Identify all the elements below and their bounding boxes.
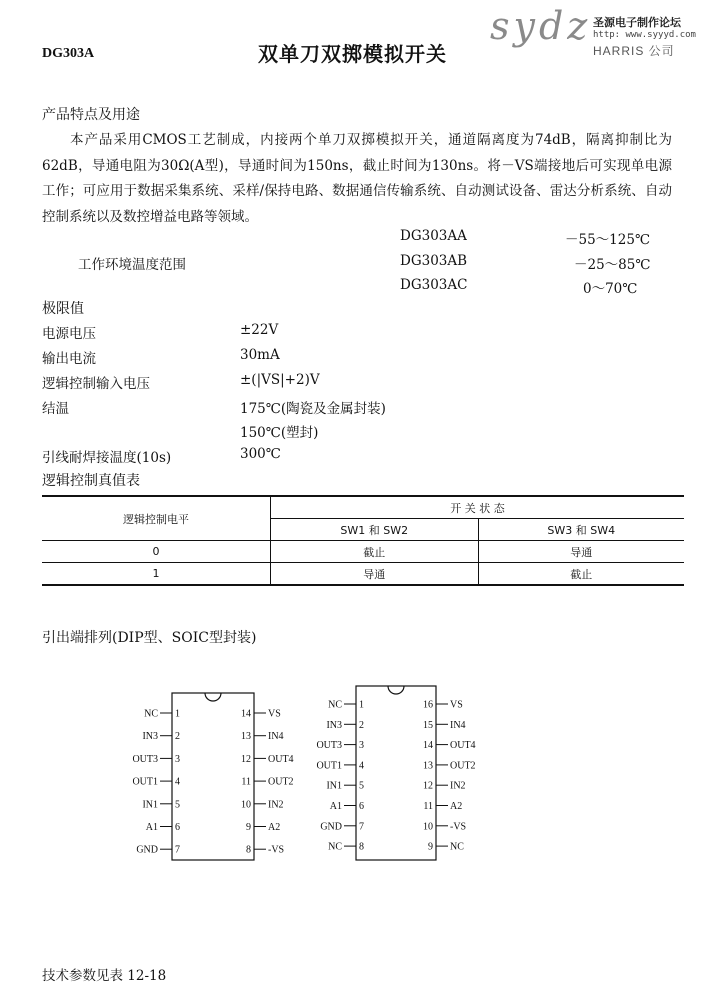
dip14-pin-label: -VS [268,844,285,856]
dip14-pin-number: 1 [175,708,180,720]
dip16-pin-label: IN1 [326,780,342,792]
dip14-pin-number: 2 [175,731,180,743]
limit-value: 175℃(陶瓷及金属封装) [240,401,386,417]
truth-sw34: 导通 [478,541,684,563]
limit-value: ±22V [240,322,279,338]
dip16-body [356,686,436,860]
limit-name: 引线耐焊接温度(10s) [42,450,172,466]
dip16-pin-label: A2 [450,801,463,812]
dip16-pin-number: 10 [423,821,433,833]
truth-level: 1 [42,563,271,586]
dip14-pin-label: IN1 [142,799,158,811]
dip14-diagram [132,693,293,860]
features-paragraph: 本产品采用CMOS工艺制成，内接两个单刀双掷模拟开关，通道隔离度为74dB，隔离抑制比为62dB，导通电阻为30Ω(A型)，导通时间为150ns，截止时间为130ns。将－VS端接地后可实现单电源工作；可应用于数据采集系统、采样/保持电路、数据通信传输系统、自动测试设备、雷达分析系统、自动控制系统以及数控增益电路等领域。 [42,132,672,225]
dip14-pin-number: 12 [241,753,251,765]
limit-value: 150℃(塑封) [240,425,319,441]
dip16-pin-label: -VS [450,821,467,833]
footer-note: 技术参数见表 12-18 [42,968,167,984]
dip16-pin-label: A1 [329,801,342,812]
dip16-diagram [316,686,475,860]
dip16-pin-label: VS [450,699,463,711]
logo-forum-name: 圣源电子制作论坛 [593,16,681,29]
dip14-pin-label: OUT3 [132,753,158,765]
temp-model-ac: DG303AC [400,277,468,293]
dip16-notch [388,686,404,694]
dip14-pin-label: A1 [145,822,158,833]
dip16-pin-label: OUT2 [450,760,476,772]
truth-header-sw12: SW1 和 SW2 [271,519,479,541]
features-heading: 产品特点及用途 [42,107,140,123]
limit-value: 30mA [240,347,280,363]
temp-range-ab: －25～85℃ [574,257,651,273]
pinout-heading: 引出端排列(DIP型、SOIC型封装) [42,630,257,646]
dip14-pin-number: 11 [241,776,251,788]
dip14-pin-number: 7 [175,844,180,856]
limits-heading: 极限值 [42,301,84,317]
dip16-pin-number: 7 [359,821,364,833]
dip16-pin-label: IN3 [326,719,342,731]
limit-name: 输出电流 [42,351,96,367]
dip14-pin-label: A2 [268,822,281,833]
truth-level: 0 [42,541,271,563]
logo-url: http: www.syyyd.com [593,30,696,40]
dip14-pin-number: 8 [246,844,251,856]
dip14-pin-label: IN2 [268,799,284,811]
dip16-pin-label: NC [328,699,342,711]
dip14-pin-label: OUT1 [132,776,158,788]
page-title: 双单刀双掷模拟开关 [258,42,447,66]
temp-model-ab: DG303AB [400,253,468,269]
dip16-pin-number: 11 [423,801,433,812]
dip16-pin-number: 1 [359,699,364,711]
dip14-pin-label: VS [268,708,281,720]
dip14-pin-number: 14 [241,708,251,720]
limit-value: ±(|VS|+2)V [240,372,320,388]
temp-range-aa: －55～125℃ [565,232,651,248]
temp-range-ac: 0～70℃ [583,281,638,297]
dip14-pin-label: OUT4 [268,753,294,765]
dip16-pin-number: 2 [359,719,364,731]
limit-value: 300℃ [240,446,281,462]
truth-header-sw34: SW3 和 SW4 [478,519,684,541]
dip16-pin-label: GND [320,821,342,833]
truth-sw34: 截止 [478,563,684,586]
dip16-pin-label: OUT3 [316,740,342,752]
model-number: DG303A [42,46,95,61]
dip16-pin-label: OUT4 [450,740,476,752]
temp-model-aa: DG303AA [400,228,467,244]
logo-maker: HARRIS 公司 [593,44,675,58]
dip14-pin-number: 6 [175,822,180,833]
dip16-pin-number: 14 [423,740,433,752]
dip16-pin-label: IN2 [450,780,466,792]
dip14-pin-number: 3 [175,753,180,765]
dip14-pin-label: IN3 [142,731,158,743]
dip14-pin-number: 9 [246,822,251,833]
dip14-pin-number: 5 [175,799,180,811]
limit-name: 结温 [42,401,69,417]
dip16-pin-number: 4 [359,760,364,772]
dip14-pin-number: 10 [241,799,251,811]
dip14-pin-number: 13 [241,731,251,743]
dip16-pin-number: 8 [359,841,364,853]
dip16-pin-number: 16 [423,699,433,711]
truth-table-heading: 逻辑控制真值表 [42,473,140,489]
dip14-notch [205,693,221,701]
truth-header-state: 开 关 状 态 [271,496,685,519]
dip14-pin-label: GND [136,844,158,856]
dip16-pin-label: IN4 [450,719,466,731]
dip16-pin-label: OUT1 [316,760,342,772]
truth-sw12: 导通 [271,563,479,586]
limit-name: 逻辑控制输入电压 [42,376,150,392]
dip14-pin-label: OUT2 [268,776,294,788]
dip14-pin-label: IN4 [268,731,284,743]
dip16-pin-number: 13 [423,760,433,772]
dip16-pin-number: 3 [359,740,364,752]
dip16-pin-number: 15 [423,719,433,731]
dip16-pin-number: 5 [359,780,364,792]
logo-brand: sydz [490,4,592,48]
dip16-pin-number: 12 [423,780,433,792]
dip16-pin-number: 6 [359,801,364,812]
truth-sw12: 截止 [271,541,479,563]
truth-header-logic: 逻辑控制电平 [42,496,271,541]
limit-name: 电源电压 [42,326,96,342]
dip14-pin-label: NC [144,708,158,720]
dip16-pin-label: NC [328,841,342,853]
dip16-pin-label: NC [450,841,464,853]
dip16-pin-number: 9 [428,841,433,853]
temperature-label: 工作环境温度范围 [78,257,186,273]
dip14-pin-number: 4 [175,776,180,788]
